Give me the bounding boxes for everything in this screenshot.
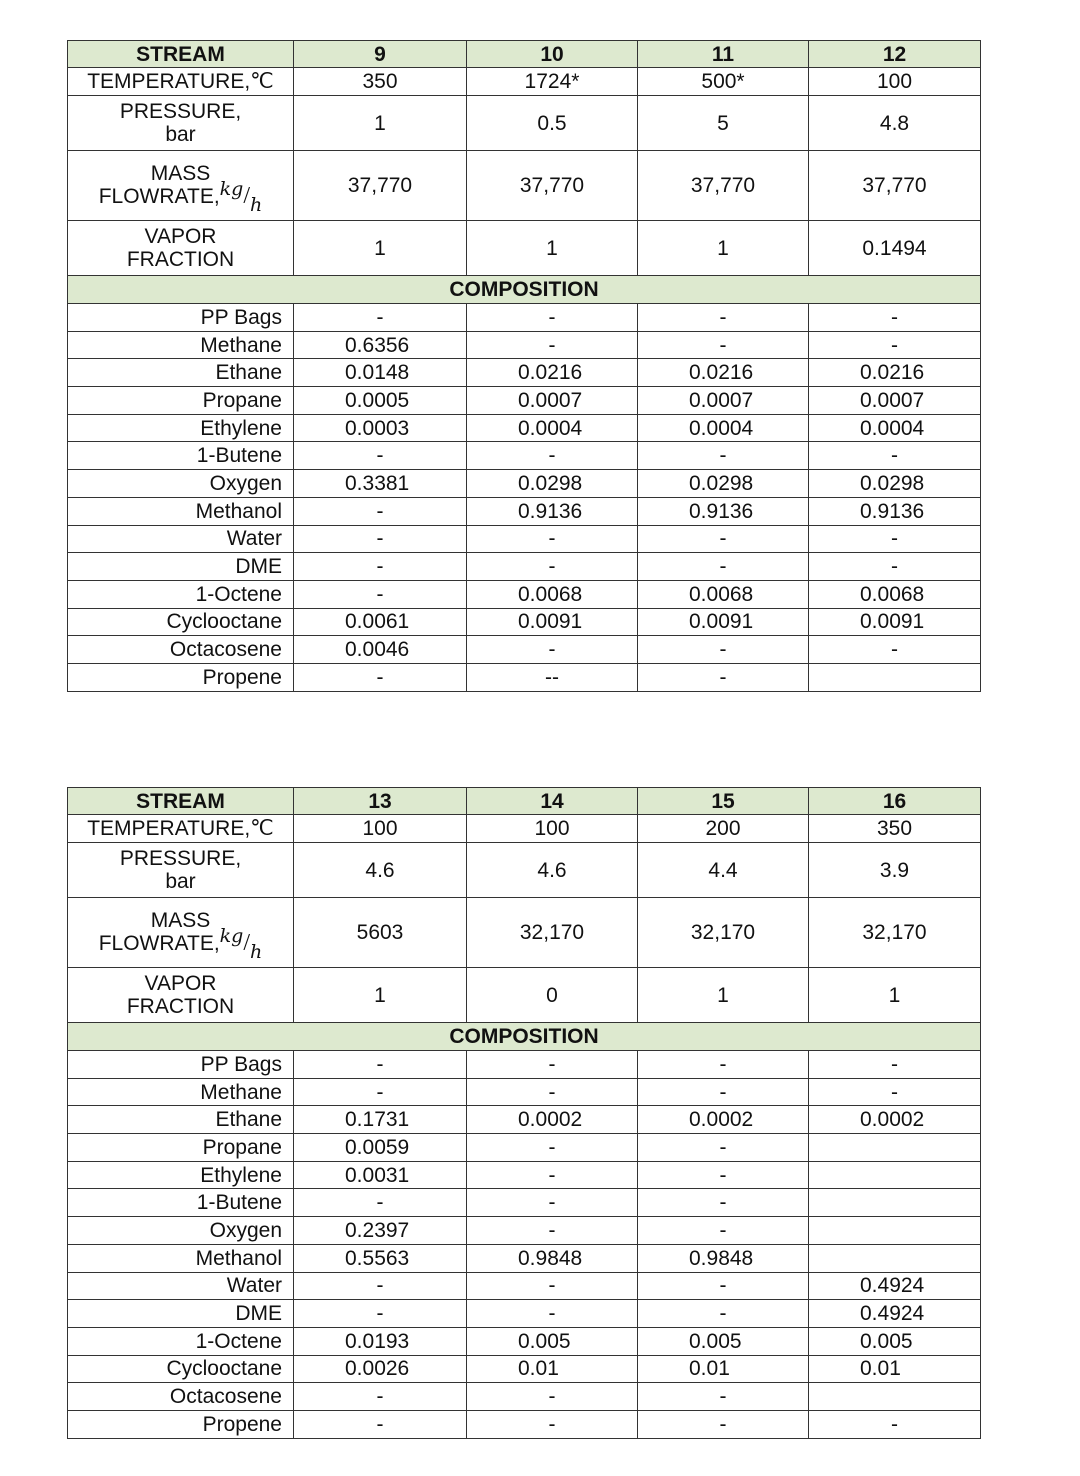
unit-slash: / — [243, 183, 251, 209]
component-fraction: - — [638, 553, 809, 581]
component-fraction — [809, 1383, 981, 1411]
component-fraction: - — [294, 580, 467, 608]
vapor-fraction-value: 1 — [638, 968, 809, 1023]
component-fraction: 0.0068 — [638, 580, 809, 608]
flowrate-unit — [219, 178, 263, 216]
stream-table-2 — [67, 787, 981, 1439]
component-name: Methanol — [68, 497, 294, 525]
temperature-row — [68, 68, 981, 96]
component-name: Methane — [68, 331, 294, 359]
component-name: PP Bags — [68, 1051, 294, 1079]
component-fraction: 0.0004 — [467, 414, 638, 442]
mass-flowrate-value: 32,170 — [809, 898, 981, 968]
component-name: Octacosene — [68, 1383, 294, 1411]
vapor-fraction-value: 0.1494 — [809, 221, 981, 276]
component-fraction: - — [467, 1189, 638, 1217]
pressure-value: 4.4 — [638, 843, 809, 898]
label-line: VAPOR — [144, 225, 217, 248]
component-fraction: - — [638, 1217, 809, 1245]
component-fraction — [809, 1244, 981, 1272]
pressure-row — [68, 843, 981, 898]
unit-numerator: kg — [219, 925, 244, 947]
mass-flowrate-value: 32,170 — [638, 898, 809, 968]
component-row — [68, 1244, 981, 1272]
component-fraction: - — [294, 525, 467, 553]
component-fraction: - — [467, 553, 638, 581]
component-name: Cyclooctane — [68, 608, 294, 636]
mass-flowrate-row — [68, 898, 981, 968]
mass-flowrate-value: 32,170 — [467, 898, 638, 968]
mass-flowrate-value: 37,770 — [638, 151, 809, 221]
component-name: DME — [68, 1300, 294, 1328]
component-name: Oxygen — [68, 470, 294, 498]
component-name: Ethylene — [68, 1161, 294, 1189]
component-fraction: - — [638, 304, 809, 332]
component-fraction: - — [294, 553, 467, 581]
component-fraction: - — [638, 636, 809, 664]
component-fraction: 0.0004 — [809, 414, 981, 442]
component-fraction: 0.9136 — [809, 497, 981, 525]
component-name: Octacosene — [68, 636, 294, 664]
component-row — [68, 1300, 981, 1328]
component-fraction: 0.01 — [809, 1355, 981, 1383]
component-fraction — [809, 1189, 981, 1217]
pressure-value: 3.9 — [809, 843, 981, 898]
component-fraction: 0.0005 — [294, 387, 467, 415]
vapor-fraction-value: 1 — [809, 968, 981, 1023]
component-row — [68, 1161, 981, 1189]
stream-number: 11 — [638, 41, 809, 68]
composition-header-row — [68, 276, 981, 304]
component-fraction: - — [809, 525, 981, 553]
component-fraction: 0.0061 — [294, 608, 467, 636]
component-fraction: - — [467, 1161, 638, 1189]
component-row — [68, 1078, 981, 1106]
component-name: Water — [68, 525, 294, 553]
component-name: Propene — [68, 663, 294, 691]
unit-slash: / — [243, 930, 251, 956]
component-fraction: - — [638, 1051, 809, 1079]
stream-header-label: STREAM — [68, 788, 294, 815]
component-fraction: 0.0004 — [638, 414, 809, 442]
component-row — [68, 1134, 981, 1162]
pressure-value: 5 — [638, 96, 809, 151]
component-fraction: - — [809, 442, 981, 470]
stream-number: 10 — [467, 41, 638, 68]
unit-denominator: h — [250, 941, 263, 963]
component-fraction: 0.01 — [467, 1355, 638, 1383]
component-fraction: - — [467, 1134, 638, 1162]
component-fraction: - — [294, 497, 467, 525]
component-row — [68, 636, 981, 664]
component-fraction: 0.0046 — [294, 636, 467, 664]
vapor-fraction-value: 1 — [467, 221, 638, 276]
stream-number: 15 — [638, 788, 809, 815]
label-line: PRESSURE, — [119, 100, 242, 123]
label-line: FLOWRATE, — [98, 185, 220, 208]
component-fraction: - — [638, 1300, 809, 1328]
pressure-label — [68, 843, 294, 898]
component-fraction: 0.0068 — [467, 580, 638, 608]
unit-denominator: h — [250, 194, 263, 216]
composition-header-row — [68, 1023, 981, 1051]
component-row — [68, 1327, 981, 1355]
component-fraction: 0.0216 — [467, 359, 638, 387]
component-name: DME — [68, 553, 294, 581]
component-fraction: 0.9848 — [638, 1244, 809, 1272]
component-row — [68, 442, 981, 470]
temperature-value: 350 — [294, 68, 467, 96]
component-name: Cyclooctane — [68, 1355, 294, 1383]
component-fraction: 0.4924 — [809, 1300, 981, 1328]
component-name: Propane — [68, 387, 294, 415]
temperature-value: 1724* — [467, 68, 638, 96]
component-fraction: - — [467, 1410, 638, 1438]
label-line: FLOWRATE, — [98, 932, 220, 955]
component-fraction: -- — [467, 663, 638, 691]
component-fraction: 0.0298 — [467, 470, 638, 498]
label-line: VAPOR — [144, 972, 217, 995]
component-fraction: - — [294, 1272, 467, 1300]
component-fraction: - — [638, 663, 809, 691]
component-row — [68, 387, 981, 415]
component-fraction: - — [467, 1078, 638, 1106]
component-row — [68, 663, 981, 691]
component-fraction: - — [294, 1300, 467, 1328]
stream-number: 13 — [294, 788, 467, 815]
component-fraction: 0.9848 — [467, 1244, 638, 1272]
composition-heading: COMPOSITION — [68, 1023, 981, 1051]
mass-flowrate-value: 5603 — [294, 898, 467, 968]
component-fraction: 0.0059 — [294, 1134, 467, 1162]
stream-number: 14 — [467, 788, 638, 815]
vapor-fraction-value: 1 — [294, 221, 467, 276]
component-fraction: 0.0091 — [467, 608, 638, 636]
vapor-fraction-label — [68, 221, 294, 276]
component-fraction — [809, 663, 981, 691]
component-fraction: 0.0007 — [467, 387, 638, 415]
component-name: Propane — [68, 1134, 294, 1162]
pressure-row — [68, 96, 981, 151]
component-fraction: 0.4924 — [809, 1272, 981, 1300]
temperature-value: 100 — [467, 815, 638, 843]
component-fraction: - — [294, 1383, 467, 1411]
stream-number: 16 — [809, 788, 981, 815]
component-name: Oxygen — [68, 1217, 294, 1245]
component-fraction: - — [809, 304, 981, 332]
component-row — [68, 497, 981, 525]
label-line: FRACTION — [126, 995, 235, 1018]
component-fraction: 0.0007 — [809, 387, 981, 415]
component-fraction: - — [809, 636, 981, 664]
component-fraction: - — [467, 636, 638, 664]
component-name: Ethane — [68, 359, 294, 387]
component-fraction: - — [638, 1189, 809, 1217]
component-fraction: 0.0091 — [638, 608, 809, 636]
temperature-row — [68, 815, 981, 843]
component-fraction: 0.0026 — [294, 1355, 467, 1383]
component-row — [68, 1355, 981, 1383]
label-line: bar — [165, 123, 196, 146]
temperature-label: TEMPERATURE,℃ — [68, 815, 294, 843]
vapor-fraction-value: 1 — [294, 968, 467, 1023]
component-fraction: - — [467, 1272, 638, 1300]
stream-header-row — [68, 788, 981, 815]
mass-flowrate-value: 37,770 — [809, 151, 981, 221]
temperature-value: 100 — [294, 815, 467, 843]
component-fraction: - — [294, 304, 467, 332]
component-fraction: - — [638, 1161, 809, 1189]
component-row — [68, 580, 981, 608]
vapor-fraction-label — [68, 968, 294, 1023]
component-name: Ethane — [68, 1106, 294, 1134]
component-fraction: 0.0193 — [294, 1327, 467, 1355]
pressure-value: 4.8 — [809, 96, 981, 151]
stream-number: 9 — [294, 41, 467, 68]
temperature-label: TEMPERATURE,℃ — [68, 68, 294, 96]
component-name: PP Bags — [68, 304, 294, 332]
unit-numerator: kg — [219, 178, 244, 200]
component-fraction: 0.0216 — [638, 359, 809, 387]
component-row — [68, 608, 981, 636]
stream-number: 12 — [809, 41, 981, 68]
component-fraction: 0.0002 — [467, 1106, 638, 1134]
label-line: bar — [165, 870, 196, 893]
component-fraction: 0.0298 — [809, 470, 981, 498]
component-fraction: - — [638, 331, 809, 359]
component-fraction: - — [467, 1300, 638, 1328]
component-row — [68, 1272, 981, 1300]
component-name: Methanol — [68, 1244, 294, 1272]
pressure-value: 4.6 — [467, 843, 638, 898]
mass-flowrate-row — [68, 151, 981, 221]
component-fraction: 0.0007 — [638, 387, 809, 415]
component-row — [68, 1051, 981, 1079]
component-fraction: - — [467, 1383, 638, 1411]
vapor-fraction-value: 0 — [467, 968, 638, 1023]
component-fraction: - — [467, 304, 638, 332]
vapor-fraction-value: 1 — [638, 221, 809, 276]
component-fraction: - — [294, 1051, 467, 1079]
component-row — [68, 359, 981, 387]
component-fraction: - — [467, 442, 638, 470]
stream-header-label: STREAM — [68, 41, 294, 68]
component-fraction: 0.01 — [638, 1355, 809, 1383]
label-line: MASS — [150, 909, 211, 932]
component-row — [68, 1383, 981, 1411]
component-fraction: 0.6356 — [294, 331, 467, 359]
component-fraction: 0.0002 — [638, 1106, 809, 1134]
temperature-value: 100 — [809, 68, 981, 96]
pressure-value: 0.5 — [467, 96, 638, 151]
component-fraction: 0.1731 — [294, 1106, 467, 1134]
component-fraction: 0.3381 — [294, 470, 467, 498]
component-name: Propene — [68, 1410, 294, 1438]
component-fraction: 0.005 — [809, 1327, 981, 1355]
component-fraction: - — [467, 1051, 638, 1079]
pressure-value: 4.6 — [294, 843, 467, 898]
pressure-label — [68, 96, 294, 151]
mass-flowrate-label — [68, 898, 294, 968]
temperature-value: 200 — [638, 815, 809, 843]
component-row — [68, 1217, 981, 1245]
component-row — [68, 525, 981, 553]
component-fraction: - — [809, 553, 981, 581]
pressure-value: 1 — [294, 96, 467, 151]
component-fraction: - — [638, 1078, 809, 1106]
component-fraction — [809, 1134, 981, 1162]
label-line: FRACTION — [126, 248, 235, 271]
component-fraction: - — [294, 442, 467, 470]
component-row — [68, 1106, 981, 1134]
component-fraction: 0.0002 — [809, 1106, 981, 1134]
label-line: PRESSURE, — [119, 847, 242, 870]
component-fraction: - — [638, 1272, 809, 1300]
component-name: Ethylene — [68, 414, 294, 442]
component-fraction: - — [809, 1410, 981, 1438]
component-fraction: 0.005 — [638, 1327, 809, 1355]
component-name: 1-Octene — [68, 580, 294, 608]
component-fraction: - — [467, 1217, 638, 1245]
component-fraction: - — [467, 525, 638, 553]
component-fraction: - — [294, 663, 467, 691]
component-fraction — [809, 1217, 981, 1245]
component-fraction: - — [638, 1134, 809, 1162]
component-fraction: 0.2397 — [294, 1217, 467, 1245]
mass-flowrate-value: 37,770 — [294, 151, 467, 221]
mass-flowrate-value: 37,770 — [467, 151, 638, 221]
temperature-value: 500* — [638, 68, 809, 96]
label-line: MASS — [150, 162, 211, 185]
component-fraction: - — [294, 1078, 467, 1106]
component-fraction — [809, 1161, 981, 1189]
component-fraction: - — [638, 442, 809, 470]
component-row — [68, 553, 981, 581]
vapor-fraction-row — [68, 221, 981, 276]
component-fraction: 0.0298 — [638, 470, 809, 498]
component-name: 1-Butene — [68, 1189, 294, 1217]
component-row — [68, 414, 981, 442]
component-fraction: - — [638, 525, 809, 553]
component-fraction: 0.0003 — [294, 414, 467, 442]
temperature-value: 350 — [809, 815, 981, 843]
flowrate-unit — [219, 925, 263, 963]
component-fraction: 0.9136 — [467, 497, 638, 525]
component-fraction: 0.0216 — [809, 359, 981, 387]
component-fraction: 0.0148 — [294, 359, 467, 387]
component-row — [68, 331, 981, 359]
component-fraction: - — [467, 331, 638, 359]
composition-heading: COMPOSITION — [68, 276, 981, 304]
component-fraction: - — [809, 331, 981, 359]
component-fraction: 0.5563 — [294, 1244, 467, 1272]
component-fraction: - — [638, 1383, 809, 1411]
component-fraction: - — [294, 1410, 467, 1438]
stream-header-row — [68, 41, 981, 68]
component-fraction: 0.9136 — [638, 497, 809, 525]
component-name: Methane — [68, 1078, 294, 1106]
mass-flowrate-label — [68, 151, 294, 221]
component-fraction: - — [294, 1189, 467, 1217]
component-fraction: 0.0091 — [809, 608, 981, 636]
component-row — [68, 1410, 981, 1438]
component-name: Water — [68, 1272, 294, 1300]
component-row — [68, 304, 981, 332]
component-name: 1-Butene — [68, 442, 294, 470]
stream-table-1 — [67, 40, 981, 692]
vapor-fraction-row — [68, 968, 981, 1023]
component-row — [68, 470, 981, 498]
component-fraction: - — [809, 1078, 981, 1106]
component-fraction: 0.005 — [467, 1327, 638, 1355]
component-fraction: 0.0068 — [809, 580, 981, 608]
component-fraction: - — [809, 1051, 981, 1079]
component-row — [68, 1189, 981, 1217]
component-fraction: - — [638, 1410, 809, 1438]
component-name: 1-Octene — [68, 1327, 294, 1355]
component-fraction: 0.0031 — [294, 1161, 467, 1189]
